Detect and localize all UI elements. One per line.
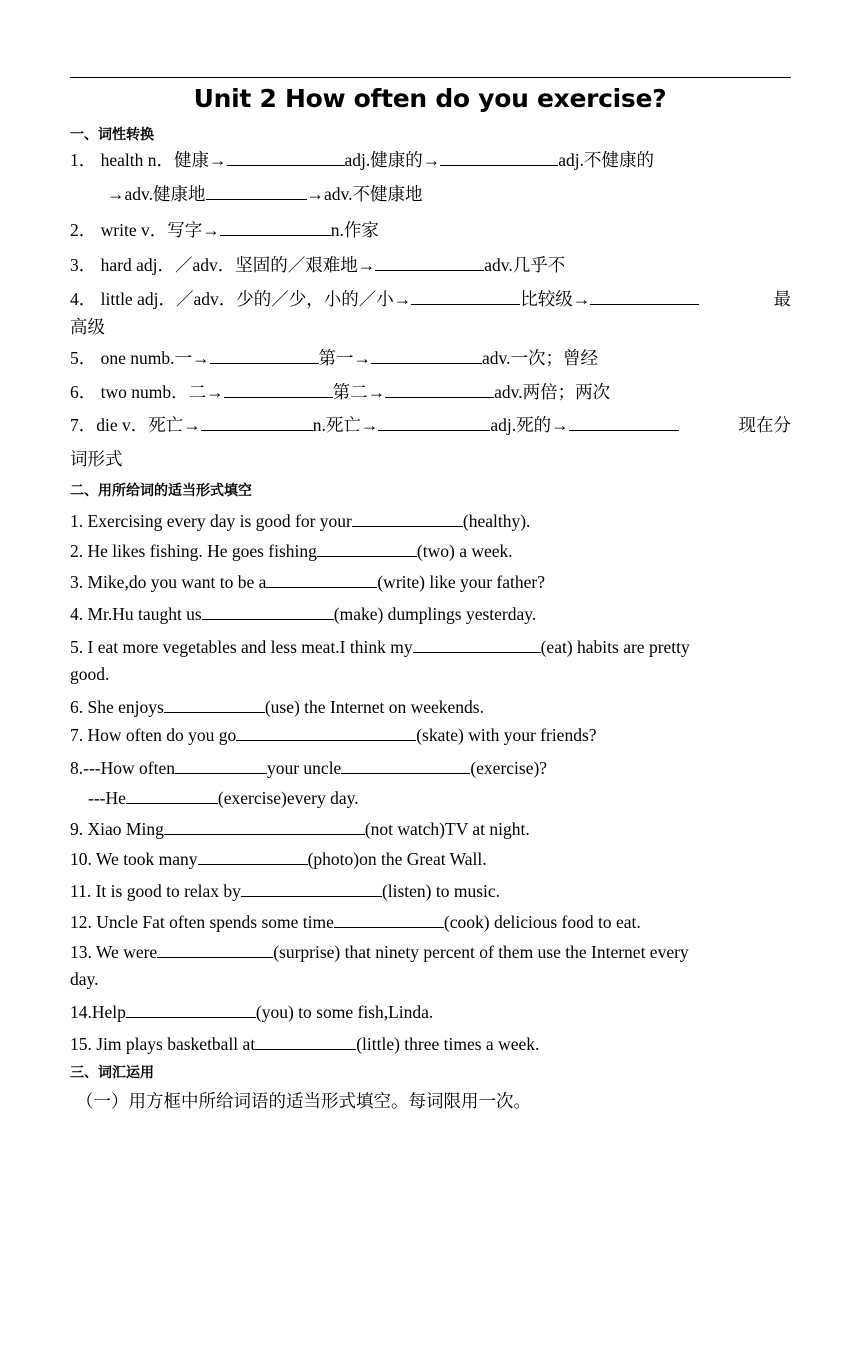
q-text: ---He [88, 788, 126, 808]
answer-blank[interactable] [375, 253, 484, 271]
q-text: adv.几乎不 [484, 255, 566, 275]
part1-q5 [70, 345, 598, 370]
q-text: 第一→ [318, 348, 372, 368]
answer-blank[interactable] [157, 940, 273, 958]
q-text: (cook) delicious food to eat. [443, 912, 641, 932]
q-text: 1． health n．健康→ [70, 150, 227, 170]
answer-blank[interactable] [352, 509, 463, 527]
part1-q2 [70, 217, 379, 242]
answer-blank[interactable] [236, 723, 416, 741]
answer-blank[interactable] [385, 380, 494, 398]
part1-q7-line1 [70, 412, 791, 437]
answer-blank[interactable] [227, 148, 345, 166]
q-text: 3． hard adj．／adv．坚固的／艰难地→ [70, 255, 376, 275]
answer-blank[interactable] [175, 756, 267, 774]
q-text: (two) a week. [416, 541, 513, 561]
q-text: (healthy). [462, 511, 531, 531]
q-text: 词形式 [70, 449, 123, 469]
section-heading-3: 三、词汇运用 [70, 1065, 154, 1081]
q-text: (write) like your father? [377, 572, 545, 592]
q-text: 3. Mike,do you want to be a [70, 572, 267, 592]
q-text: 9. Xiao Ming [70, 819, 164, 839]
q-text: 15. Jim plays basketball at [70, 1034, 256, 1054]
part2-q15 [70, 1032, 539, 1055]
q-text: (exercise)? [470, 758, 548, 778]
top-rule [70, 77, 791, 78]
q-text: (eat) habits are pretty [540, 637, 690, 657]
q-text: day. [70, 969, 99, 989]
answer-blank[interactable] [569, 413, 679, 431]
part1-q7-line2 [70, 446, 123, 471]
q-text: adv.一次；曾经 [482, 348, 599, 368]
answer-blank[interactable] [164, 695, 265, 713]
answer-blank[interactable] [255, 1032, 356, 1050]
answer-blank[interactable] [411, 287, 520, 305]
q-text: n.死亡→ [312, 415, 379, 435]
section-3-instruction [76, 1088, 531, 1113]
q-text: (photo)on the Great Wall. [307, 849, 487, 869]
q-text: 11. It is good to relax by [70, 881, 241, 901]
part1-q6 [70, 379, 610, 404]
part2-q10 [70, 847, 487, 870]
q-text: 高级 [70, 317, 105, 337]
answer-blank[interactable] [206, 182, 307, 200]
q-text: (skate) with your friends? [416, 725, 597, 745]
q-text: adj.健康的→ [344, 150, 441, 170]
answer-blank[interactable] [334, 910, 444, 928]
answer-blank[interactable] [126, 1000, 256, 1018]
q-text: good. [70, 664, 110, 684]
part2-q8-line2 [88, 786, 359, 809]
answer-blank[interactable] [590, 287, 699, 305]
q-text: 7. How often do you go [70, 725, 237, 745]
q-text: 第二→ [332, 382, 386, 402]
q-text: 7．die v．死亡→ [70, 415, 201, 435]
q-text: →adv.健康地 [107, 184, 206, 204]
q-text: your uncle [266, 758, 342, 778]
q-text: adj.不健康的 [558, 150, 655, 170]
answer-blank[interactable] [440, 148, 558, 166]
part1-q3 [70, 252, 565, 277]
part2-q11 [70, 879, 500, 902]
answer-blank[interactable] [371, 346, 482, 364]
answer-blank[interactable] [413, 635, 541, 653]
q-text: 1. Exercising every day is good for your [70, 511, 352, 531]
answer-blank[interactable] [266, 570, 377, 588]
q-text: 10. We took many [70, 849, 198, 869]
q-text: (listen) to music. [381, 881, 501, 901]
answer-blank[interactable] [241, 879, 382, 897]
q-text: →adv.不健康地 [306, 184, 423, 204]
answer-blank[interactable] [201, 413, 313, 431]
part2-q6 [70, 695, 484, 718]
q-text: 2． write v．写字→ [70, 220, 220, 240]
part2-q5-line2 [70, 664, 109, 685]
q-text: (not watch)TV at night. [364, 819, 530, 839]
part2-q5-line1 [70, 635, 791, 658]
q-text: (make) dumplings yesterday. [333, 604, 537, 624]
part1-q4-line2 [70, 314, 105, 339]
part2-q9 [70, 817, 530, 840]
part2-q13-line1 [70, 940, 791, 963]
q-text: 2. He likes fishing. He goes fishing [70, 541, 317, 561]
answer-blank[interactable] [378, 413, 490, 431]
q-text: （一）用方框中所给词语的适当形式填空。每词限用一次。 [76, 1091, 531, 1111]
q-text: (you) to some fish,Linda. [255, 1002, 434, 1022]
q-text: adj.死的→ [490, 415, 569, 435]
q-text: 14.Help [70, 1002, 126, 1022]
answer-blank[interactable] [341, 756, 470, 774]
part2-q14 [70, 1000, 433, 1023]
q-text: 8.---How often [70, 758, 175, 778]
section-heading-2: 二、用所给词的适当形式填空 [70, 483, 252, 499]
part2-q1 [70, 509, 530, 532]
part1-q1-line1 [70, 147, 654, 172]
q-text: 6． two numb．二→ [70, 382, 224, 402]
q-text: 比较级→ [520, 289, 591, 309]
page-title: Unit 2 How often do you exercise? [193, 84, 667, 113]
part2-q7 [70, 723, 597, 746]
q-text: (little) three times a week. [356, 1034, 540, 1054]
q-text: 13. We were [70, 942, 158, 962]
answer-blank[interactable] [198, 847, 308, 865]
q-text: adv.两倍；两次 [494, 382, 611, 402]
part2-q12 [70, 910, 641, 933]
answer-blank[interactable] [224, 380, 333, 398]
q-text: 5. I eat more vegetables and less meat.I think my [70, 637, 413, 657]
q-text: n.作家 [330, 220, 379, 240]
part1-q1-line2 [107, 181, 423, 206]
section-heading-1: 一、词性转换 [70, 127, 154, 143]
answer-blank[interactable] [164, 817, 365, 835]
q-text: 5． one numb.一→ [70, 348, 210, 368]
q-text: 6. She enjoys [70, 697, 164, 717]
q-text: (surprise) that ninety percent of them use the Internet every [273, 942, 689, 962]
part2-q13-line2 [70, 969, 99, 990]
answer-blank[interactable] [210, 346, 319, 364]
part2-q2 [70, 539, 513, 562]
q-text: 12. Uncle Fat often spends some time [70, 912, 334, 932]
part2-q4 [70, 602, 536, 625]
q-text: (exercise)every day. [217, 788, 359, 808]
answer-blank[interactable] [220, 218, 331, 236]
answer-blank[interactable] [202, 602, 334, 620]
part1-q4-line1 [70, 286, 791, 311]
q-text: 现在分 [738, 415, 791, 435]
answer-blank[interactable] [317, 539, 417, 557]
answer-blank[interactable] [126, 786, 218, 804]
part2-q3 [70, 570, 545, 593]
q-text: (use) the Internet on weekends. [264, 697, 484, 717]
q-text: 4. Mr.Hu taught us [70, 604, 202, 624]
q-text: 4． little adj．／adv．少的／少，小的／小→ [70, 289, 412, 309]
part2-q8-line1 [70, 756, 547, 779]
q-text: 最 [773, 289, 791, 309]
